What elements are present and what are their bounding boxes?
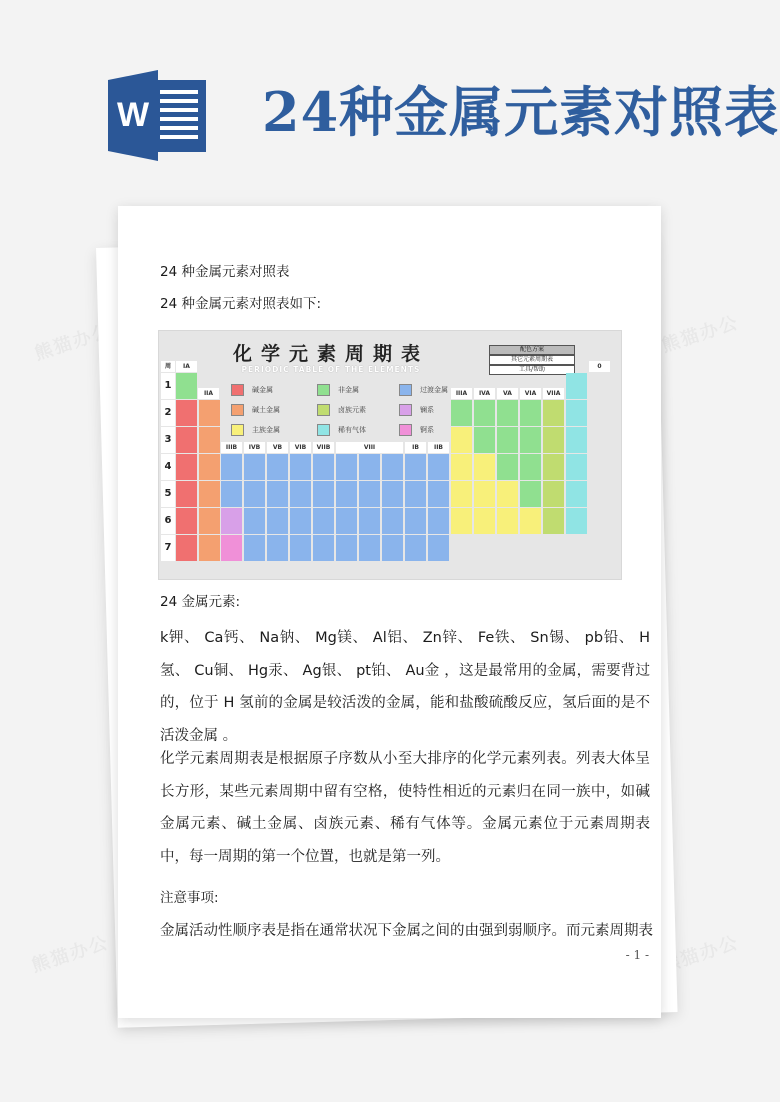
watermark [658, 308, 742, 357]
element-cell [176, 373, 197, 399]
element-cell [199, 535, 220, 561]
group-header: VIII [336, 442, 403, 453]
page-number: - 1 - [625, 948, 649, 962]
group-header: IIIB [221, 442, 242, 453]
group-header: VB [267, 442, 288, 453]
group-header: IIIA [451, 388, 472, 399]
legend-swatch [317, 404, 330, 416]
element-cell [244, 454, 265, 480]
legend-item: 碱金属 [231, 384, 273, 396]
element-cell [566, 400, 587, 426]
legend-swatch [231, 424, 244, 436]
element-cell [176, 508, 197, 534]
element-cell [474, 454, 495, 480]
element-cell [405, 454, 426, 480]
element-cell [543, 454, 564, 480]
group-header: IA [176, 361, 197, 372]
group-header: VIIA [543, 388, 564, 399]
element-cell [566, 427, 587, 453]
element-cell [474, 400, 495, 426]
element-cell [451, 454, 472, 480]
other-tables-button[interactable]: 其它元素周期表 [489, 355, 575, 365]
page-title: 24种金属元素对照表 [262, 80, 780, 144]
group-header: VIB [290, 442, 311, 453]
element-cell [543, 427, 564, 453]
element-cell [336, 454, 357, 480]
element-cell [244, 535, 265, 561]
element-cell [176, 481, 197, 507]
element-cell [451, 427, 472, 453]
element-cell [405, 481, 426, 507]
element-cell [336, 481, 357, 507]
element-cell [497, 427, 518, 453]
element-cell [428, 454, 449, 480]
element-cell [566, 508, 587, 534]
doc-intro: 24 种金属元素对照表如下: [160, 296, 322, 312]
element-cell [221, 535, 242, 561]
element-cell [244, 481, 265, 507]
element-cell [428, 508, 449, 534]
group-header: 0 [589, 361, 610, 372]
legend-item: 稀有气体 [317, 424, 366, 436]
group-header: VA [497, 388, 518, 399]
legend-item: 镧系 [399, 404, 434, 416]
element-cell [428, 481, 449, 507]
paragraph-periodic-table: 化学元素周期表是根据原子序数从小至大排序的化学元素列表。列表大体呈长方形，某些元素周期中留有空格，使特性相近的元素归在同一族中，如碱金属元素、碱土金属、卤族元素、稀有气体等。金属元素位于元素周期表中，每一周期的第一个位置，也就是第一列。 [160, 751, 650, 865]
element-cell [359, 481, 380, 507]
element-cell [359, 535, 380, 561]
group-header: IVB [244, 442, 265, 453]
element-cell [497, 400, 518, 426]
tools-help-button[interactable]: 工具/帮助 [489, 365, 575, 375]
element-cell [199, 400, 220, 426]
group-header: IVA [474, 388, 495, 399]
element-cell [428, 535, 449, 561]
element-cell [199, 454, 220, 480]
element-cell [451, 481, 472, 507]
element-cell [474, 481, 495, 507]
notes-label: 注意事项: [160, 890, 219, 906]
paragraph-notes: 金属活动性顺序表是指在通常状况下金属之间的由强到弱顺序。而元素周期表 [160, 923, 653, 939]
element-cell [267, 535, 288, 561]
element-cell [176, 454, 197, 480]
group-header: IIB [428, 442, 449, 453]
legend-item: 卤族元素 [317, 404, 366, 416]
periodic-table-subtitle: PERIODIC TABLE OF THE ELEMENTS [241, 365, 421, 374]
element-cell [359, 454, 380, 480]
element-cell [497, 508, 518, 534]
period-number: 7 [161, 535, 175, 561]
element-cell [474, 508, 495, 534]
period-header: 周 [161, 361, 175, 372]
element-cell [290, 454, 311, 480]
period-number: 5 [161, 481, 175, 507]
periodic-table-image [158, 330, 622, 580]
element-cell [382, 481, 403, 507]
period-number: 2 [161, 400, 175, 426]
element-cell [313, 508, 334, 534]
group-header: VIIB [313, 442, 334, 453]
element-cell [566, 373, 587, 399]
element-cell [520, 454, 541, 480]
element-cell [497, 454, 518, 480]
element-cell [520, 508, 541, 534]
legend-item: 过渡金属 [399, 384, 448, 396]
element-cell [382, 535, 403, 561]
element-cell [267, 481, 288, 507]
element-cell [313, 535, 334, 561]
element-cell [176, 427, 197, 453]
watermark [28, 928, 112, 977]
legend-swatch [399, 384, 412, 396]
period-number: 6 [161, 508, 175, 534]
element-cell [520, 400, 541, 426]
document-page [118, 206, 661, 1018]
svg-text:W: W [116, 96, 150, 134]
element-cell [221, 454, 242, 480]
element-cell [405, 535, 426, 561]
periodic-table-buttons [489, 345, 575, 375]
element-cell [313, 454, 334, 480]
legend-swatch [399, 404, 412, 416]
legend-swatch [317, 384, 330, 396]
color-scheme-button[interactable]: 配色方案 [489, 345, 575, 355]
legend-swatch [317, 424, 330, 436]
element-cell [451, 508, 472, 534]
element-cell [199, 481, 220, 507]
element-cell [290, 508, 311, 534]
element-cell [566, 481, 587, 507]
legend-item: 碱土金属 [231, 404, 280, 416]
element-cell [176, 400, 197, 426]
element-cell [497, 481, 518, 507]
element-cell [267, 454, 288, 480]
period-number: 4 [161, 454, 175, 480]
legend-swatch [231, 384, 244, 396]
element-cell [382, 508, 403, 534]
element-cell [336, 535, 357, 561]
element-cell [543, 508, 564, 534]
element-cell [543, 400, 564, 426]
periodic-table-title: 化学元素周期表 [232, 343, 429, 365]
element-cell [221, 481, 242, 507]
element-cell [221, 508, 242, 534]
section-label: 24 金属元素: [160, 594, 241, 610]
period-number: 1 [161, 373, 175, 399]
paragraph-metals: k钾、 Ca钙、 Na钠、 Mg镁、 Al铝、 Zn锌、 Fe铁、 Sn锡、 pb铅、 H氢、 Cu铜、 Hg汞、 Ag银、 pt铂、 Au金 ，这是最常用的金属，需要背过的，位于 H 氢前的金属是较活泼的金属，能和盐酸硫酸反应，氢后面的是不活泼金属 。 [160, 630, 650, 744]
element-cell [244, 508, 265, 534]
element-cell [520, 427, 541, 453]
group-header: IB [405, 442, 426, 453]
element-cell [382, 454, 403, 480]
element-cell [176, 535, 197, 561]
banner-header [0, 0, 780, 200]
element-cell [199, 508, 220, 534]
group-header: VIA [520, 388, 541, 399]
element-cell [199, 427, 220, 453]
legend-swatch [399, 424, 412, 436]
element-cell [290, 481, 311, 507]
group-header: IIA [198, 388, 219, 399]
element-cell [359, 508, 380, 534]
word-icon [108, 68, 210, 163]
legend-swatch [231, 404, 244, 416]
element-cell [405, 508, 426, 534]
element-cell [566, 454, 587, 480]
element-cell [543, 481, 564, 507]
legend-item: 锕系 [399, 424, 434, 436]
element-cell [290, 535, 311, 561]
doc-heading: 24 种金属元素对照表 [160, 264, 290, 280]
element-cell [336, 508, 357, 534]
element-cell [313, 481, 334, 507]
element-cell [451, 400, 472, 426]
period-number: 3 [161, 427, 175, 453]
element-cell [520, 481, 541, 507]
element-cell [267, 508, 288, 534]
legend-item: 非金属 [317, 384, 359, 396]
element-cell [474, 427, 495, 453]
legend-item: 主族金属 [231, 424, 280, 436]
